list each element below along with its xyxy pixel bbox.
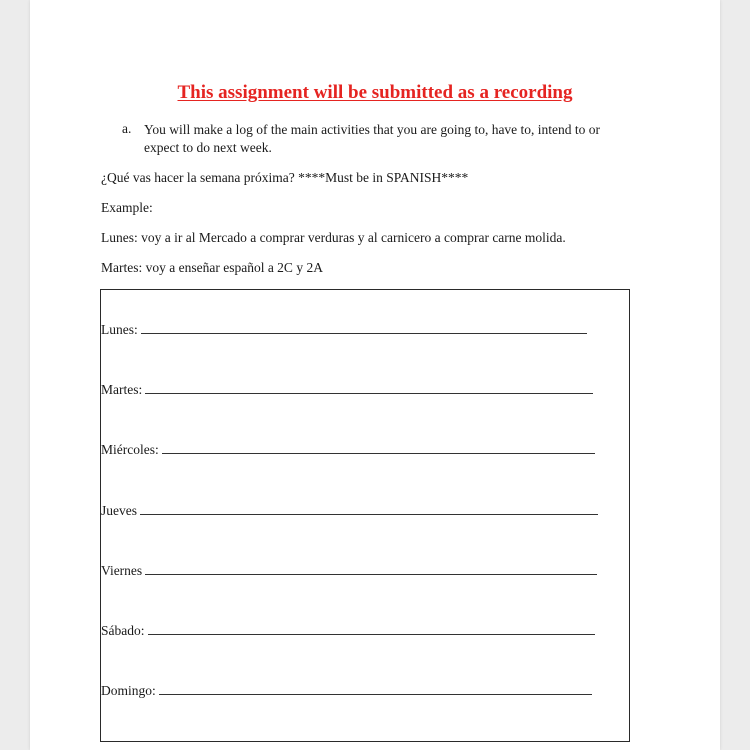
answer-line[interactable] bbox=[162, 441, 595, 454]
day-label: Lunes: bbox=[101, 322, 138, 337]
answer-line[interactable] bbox=[140, 502, 598, 515]
assignment-title: This assignment will be submitted as a recording bbox=[177, 82, 573, 103]
day-label: Jueves bbox=[101, 503, 137, 518]
day-row-jueves bbox=[101, 502, 598, 519]
day-label: Domingo: bbox=[101, 683, 156, 698]
answer-line[interactable] bbox=[145, 562, 597, 575]
day-label: Sábado: bbox=[101, 623, 145, 638]
list-marker: a. bbox=[122, 121, 132, 136]
day-row-domingo bbox=[101, 682, 592, 699]
question-text: ¿Qué vas hacer la semana próxima? ****Must be in SPANISH**** bbox=[101, 170, 469, 185]
answer-line[interactable] bbox=[159, 682, 592, 695]
day-label: Martes: bbox=[101, 382, 143, 397]
instruction-text: You will make a log of the main activities that you are going to, have to, intend to or expect to do next week. bbox=[144, 122, 601, 155]
example-line-monday: Lunes: voy a ir al Mercado a comprar verduras y al carnicero a comprar carne molida. bbox=[101, 230, 566, 245]
day-row-sabado bbox=[101, 622, 595, 639]
answer-line[interactable] bbox=[141, 321, 587, 334]
example-label: Example: bbox=[101, 200, 153, 215]
day-row-martes bbox=[101, 381, 593, 398]
day-label: Miércoles: bbox=[101, 442, 159, 457]
answer-line[interactable] bbox=[145, 381, 593, 394]
day-label: Viernes bbox=[101, 563, 143, 578]
example-line-tuesday: Martes: voy a enseñar español a 2C y 2A bbox=[101, 260, 323, 275]
day-row-viernes bbox=[101, 562, 597, 579]
day-row-miercoles bbox=[101, 441, 595, 458]
answer-line[interactable] bbox=[148, 622, 595, 635]
answer-box bbox=[100, 289, 630, 742]
day-row-lunes bbox=[101, 321, 587, 338]
